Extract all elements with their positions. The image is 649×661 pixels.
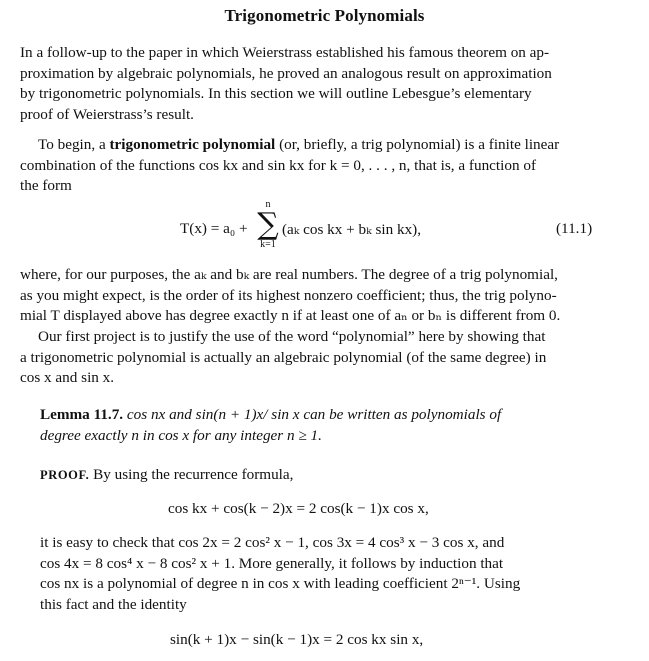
lemma-label: Lemma 11.7. <box>40 406 124 423</box>
degree-line-3: mial T displayed above has degree exactly n if at least one of aₙ or bₙ is different from 0. <box>20 307 561 324</box>
degree-paragraph <box>20 265 560 327</box>
section-title: Trigonometric Polynomials <box>224 6 425 25</box>
lemma-statement-2: degree exactly n in cos x for any integer n ≥ 1. <box>40 426 322 444</box>
lemma-statement-1: cos nx and sin(n + 1)x/ sin x can be written as polynomials of <box>123 406 502 423</box>
equation-11-1-lhs: T(x) = a₀ + <box>180 220 248 237</box>
sine-identity: sin(k + 1)x − sin(k − 1)x = 2 cos kx sin x, <box>170 631 424 648</box>
definition-line-3: the form <box>20 177 72 194</box>
proof-intro-text: By using the recurrence formula, <box>89 466 294 483</box>
summation <box>255 200 281 250</box>
summation-icon: ∑ <box>257 207 279 242</box>
project-line-1: Our first project is to justify the use of the word “polynomial” here by showing that <box>38 328 546 345</box>
degree-line-1: where, for our purposes, the aₖ and bₖ are real numbers. The degree of a trig polynomial, <box>20 266 558 283</box>
intro-line-2: proximation by algebraic polynomials, he proved an analogous result on approximation <box>20 64 552 82</box>
definition-line-1-pre: To begin, a <box>38 136 110 153</box>
equation-11-1-rhs: (aₖ cos kx + bₖ sin kx), <box>282 221 422 238</box>
project-line-3: cos x and sin x. <box>20 369 115 386</box>
sum-upper-limit: n <box>265 199 271 210</box>
proof-line-2: cos 4x = 8 cos⁴ x − 8 cos² x + 1. More generally, it follows by induction that <box>40 554 504 572</box>
proof-body <box>40 533 520 615</box>
proof-label: PROOF. <box>40 468 90 482</box>
lemma-11-7 <box>40 405 501 446</box>
sum-lower-limit: k=1 <box>260 239 276 250</box>
definition-term: trigonometric polynomial <box>109 136 276 153</box>
degree-line-2: as you might expect, is the order of its highest nonzero coefficient; thus, the trig polyno- <box>20 286 557 304</box>
proof-line-3: cos nx is a polynomial of degree n in cos x with leading coefficient 2ⁿ⁻¹. Using <box>40 575 521 592</box>
intro-line-4: proof of Weierstrass’s result. <box>20 105 194 123</box>
definition-line-1 <box>20 135 559 156</box>
definition-line-2: combination of the functions cos kx and sin kx for k = 0, . . . , n, that is, a function of <box>20 156 536 174</box>
proof-line-intro <box>40 465 293 486</box>
proof-intro <box>40 465 293 486</box>
definition-paragraph <box>20 135 559 197</box>
definition-line-1-post: (or, briefly, a trig polynomial) is a finite linear <box>275 136 560 153</box>
intro-paragraph <box>20 43 552 125</box>
equation-number: (11.1) <box>556 220 593 237</box>
project-paragraph <box>20 327 546 389</box>
lemma-line-1 <box>40 405 501 426</box>
intro-line-3: by trigonometric polynomials. In this section we will outline Lebesgue’s elementary <box>20 85 532 102</box>
project-line-2: a trigonometric polynomial is actually an algebraic polynomial (of the same degree) in <box>20 348 547 366</box>
recurrence-formula: cos kx + cos(k − 2)x = 2 cos(k − 1)x cos x, <box>168 500 429 517</box>
lemma-line-2 <box>40 426 501 447</box>
proof-line-4: this fact and the identity <box>40 595 187 613</box>
proof-line-1: it is easy to check that cos 2x = 2 cos² x − 1, cos 3x = 4 cos³ x − 3 cos x, and <box>40 534 505 551</box>
intro-line-1: In a follow-up to the paper in which Weierstrass established his famous theorem on ap- <box>20 44 550 61</box>
